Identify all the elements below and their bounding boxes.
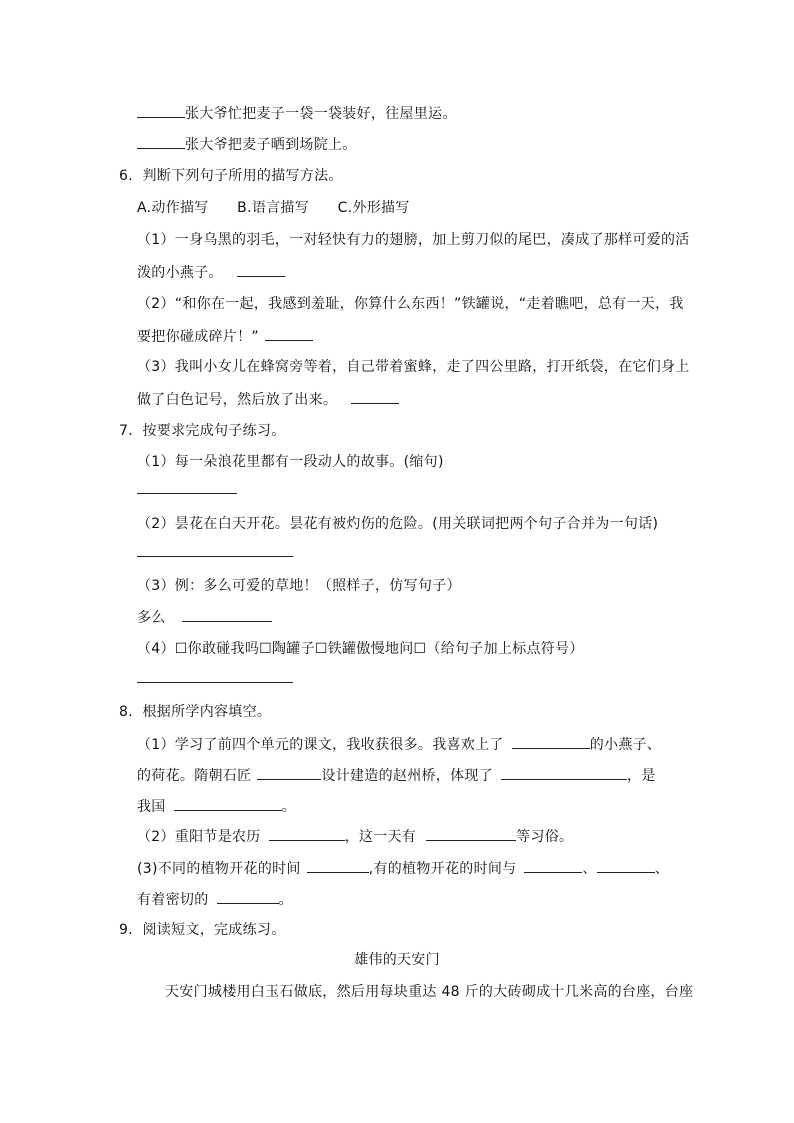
q7-s4: （4）☐你敢碰我吗☐陶罐子☐铁罐傲慢地问☐（给句子加上标点符号）: [137, 641, 584, 657]
sentence-text: 张大爷把麦子晒到场院上。: [185, 137, 357, 153]
answer-blank[interactable]: [351, 389, 399, 404]
answer-blank[interactable]: [307, 858, 369, 873]
sentence-text: 等习俗。: [516, 829, 574, 845]
answer-blank[interactable]: [597, 858, 655, 873]
answer-blank[interactable]: [426, 826, 516, 841]
sentence-text: 。: [278, 892, 293, 908]
q8-title: 8．根据所学内容填空。: [119, 704, 272, 720]
answer-blank[interactable]: [269, 826, 345, 841]
passage-title: 雄伟的天安门: [354, 952, 440, 968]
answer-blank[interactable]: [501, 765, 627, 780]
q9-title: 9．阅读短文，完成练习。: [119, 922, 286, 938]
sentence-text: 张大爷忙把麦子一袋一袋装好，往屋里运。: [185, 106, 457, 122]
sentence-text: 我国: [137, 799, 166, 815]
answer-blank[interactable]: [137, 134, 185, 149]
q7-s3-answer: [137, 607, 272, 628]
prefix-text: 多么: [137, 610, 166, 626]
sentence-text: 做了白色记号，然后放了出来。: [137, 392, 338, 408]
sentence-text: 的小燕子、: [589, 737, 662, 753]
sentence-text: （2）重阳节是农历: [137, 829, 261, 845]
answer-blank[interactable]: [512, 734, 590, 749]
answer-blank[interactable]: [257, 765, 321, 780]
sentence-text: 、: [582, 861, 597, 877]
passage-line: 天安门城楼用白玉石做底，然后用每块重达 48 斤的大砖砌成十几米高的台座，台座: [165, 984, 694, 1000]
answer-blank[interactable]: [237, 262, 285, 277]
q8-s2: [137, 826, 573, 847]
sentence-text: ，是: [627, 768, 656, 784]
q7-s3: （3）例：多么可爱的草地！（照样子，仿写句子）: [137, 578, 461, 594]
sentence-text: 、: [654, 861, 670, 877]
q5-line-a: [137, 103, 457, 124]
q7-s2-answer-line[interactable]: [137, 556, 293, 557]
q6-s2-line2: [137, 326, 313, 347]
sentence-text: 要把你碰成碎片！”: [137, 329, 259, 345]
q5-line-b: [137, 134, 357, 155]
answer-blank[interactable]: [265, 326, 313, 341]
sentence-text: 有着密切的: [137, 892, 209, 908]
answer-blank[interactable]: [524, 858, 582, 873]
q8-s1-line1: [137, 734, 661, 755]
q7-s2: （2）昙花在白天开花。昙花有被灼伤的危险。(用关联词把两个句子合并为一句话): [137, 516, 659, 532]
q6-s3-line2: [137, 389, 399, 410]
q7-title: 7．按要求完成句子练习。: [119, 423, 286, 439]
q8-s1-line2: [137, 765, 656, 786]
q6-s1-line1: （1）一身乌黑的羽毛，一对轻快有力的翅膀，加上剪刀似的尾巴，凑成了那样可爱的活: [137, 232, 690, 248]
q6-s1-line2: [137, 262, 285, 283]
sentence-text: （1）学习了前四个单元的课文，我收获很多。我喜欢上了: [137, 737, 504, 753]
q7-s1: （1）每一朵浪花里都有一段动人的故事。(缩句): [137, 454, 444, 470]
answer-blank[interactable]: [174, 796, 282, 811]
sentence-text: 泼的小燕子。: [137, 265, 223, 281]
q6-s3-line1: （3）我叫小女儿在蜂窝旁等着，自己带着蜜蜂，走了四公里路，打开纸袋，在它们身上: [137, 359, 690, 375]
sentence-text: 设计建造的赵州桥，体现了: [321, 768, 494, 784]
q7-s1-answer-line[interactable]: [137, 493, 237, 494]
answer-blank[interactable]: [182, 607, 272, 622]
sentence-text: ,有的植物开花的时间与: [368, 861, 517, 877]
q8-s3-line2: [137, 889, 293, 910]
q6-options: A.动作描写 B.语言描写 C.外形描写: [137, 200, 410, 216]
q6-title: 6．判断下列句子所用的描写方法。: [119, 168, 343, 184]
sentence-text: 的荷花。隋朝石匠: [137, 768, 252, 784]
q6-s2-line1: （2）“和你在一起，我感到羞耻，你算什么东西！”铁罐说，“走着瞧吧，总有一天，我: [137, 296, 684, 312]
sentence-text: ，这一天有: [344, 829, 417, 845]
answer-blank[interactable]: [217, 889, 279, 904]
answer-blank[interactable]: [137, 103, 185, 118]
q8-s3-line1: [137, 858, 669, 879]
q7-s4-answer-line[interactable]: [137, 682, 293, 683]
sentence-text: 。: [281, 799, 296, 815]
sentence-text: (3)不同的植物开花的时间: [137, 861, 301, 877]
q8-s1-line3: [137, 796, 296, 817]
